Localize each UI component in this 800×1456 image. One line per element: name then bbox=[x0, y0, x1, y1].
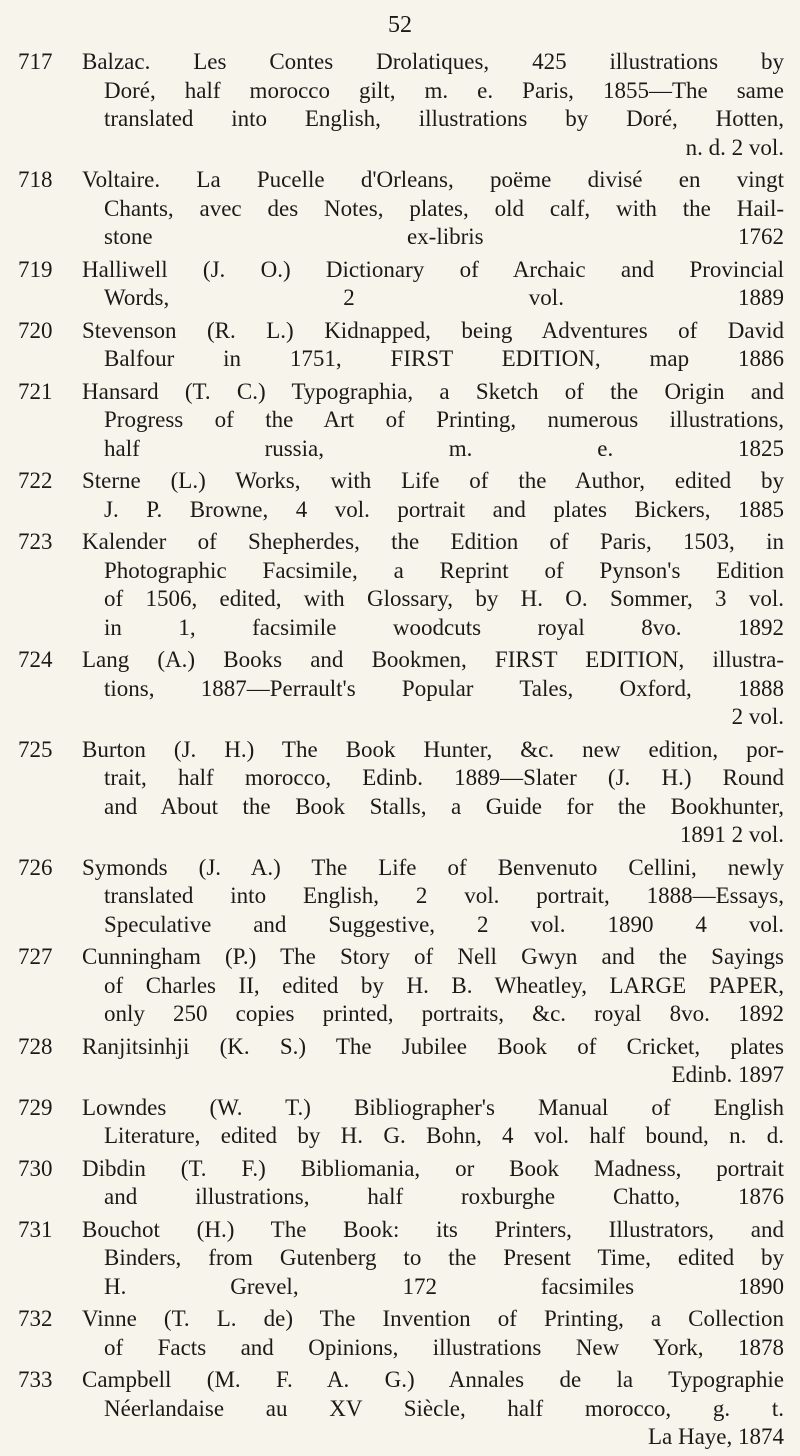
entry-line: in 1, facsimile woodcuts royal 8vo. 1892 bbox=[104, 614, 784, 640]
entry-description bbox=[82, 1366, 784, 1452]
entry-line: stone ex-libris 1762 bbox=[104, 224, 784, 249]
entry-line: Lang (A.) Books and Bookmen, FIRST EDITION, illustra- bbox=[82, 647, 784, 672]
entry-description bbox=[82, 854, 784, 940]
entry-line: Chants, avec des Notes, plates, old calf, with the Hail- bbox=[104, 195, 784, 221]
entry-line: only 250 copies printed, portraits, &c. royal 8vo. 1892 bbox=[104, 1001, 784, 1026]
lot-number: 721 bbox=[18, 378, 53, 404]
entry-line: of Charles II, edited by H. B. Wheatley, LARGE PAPER, bbox=[104, 972, 784, 998]
catalogue-entry bbox=[0, 1155, 800, 1212]
catalogue-entry bbox=[0, 1094, 800, 1151]
entry-description bbox=[82, 378, 784, 464]
entry-line: Doré, half morocco gilt, m. e. Paris, 1855—The same bbox=[104, 77, 784, 103]
entry-description bbox=[82, 646, 784, 732]
entry-line: Speculative and Suggestive, 2 vol. 1890 4 vol. bbox=[104, 911, 784, 937]
entry-description bbox=[82, 317, 784, 374]
lot-number: 717 bbox=[18, 49, 53, 74]
lot-number: 733 bbox=[18, 1367, 53, 1392]
entry-line: Lowndes (W. T.) Bibliographer's Manual of English bbox=[82, 1094, 784, 1120]
entry-line: Burton (J. H.) The Book Hunter, &c. new edition, por- bbox=[82, 736, 784, 762]
entry-line: Edinb. 1897 bbox=[671, 1062, 784, 1087]
entry-line: Photographic Facsimile, a Reprint of Pynson's Edition bbox=[104, 557, 784, 583]
lot-number: 729 bbox=[18, 1094, 53, 1120]
entry-description bbox=[82, 166, 784, 252]
lot-number: 731 bbox=[18, 1216, 53, 1242]
entry-description bbox=[82, 1216, 784, 1302]
entry-line: Voltaire. La Pucelle d'Orleans, poëme divisé en vingt bbox=[82, 167, 784, 192]
entry-list bbox=[0, 48, 800, 1456]
entry-line: Cunningham (P.) The Story of Nell Gwyn and the Sayings bbox=[82, 944, 784, 969]
entry-line: Balfour in 1751, FIRST EDITION, map 1886 bbox=[104, 346, 784, 371]
entry-line: La Haye, 1874 bbox=[647, 1424, 784, 1449]
lot-number: 725 bbox=[18, 736, 53, 762]
page-number: 52 bbox=[388, 12, 412, 38]
entry-line: Binders, from Gutenberg to the Present Time, edited by bbox=[104, 1245, 784, 1270]
catalogue-entry bbox=[0, 166, 800, 252]
entry-line: of Facts and Opinions, illustrations New York, 1878 bbox=[104, 1334, 784, 1360]
entry-line: Dibdin (T. F.) Bibliomania, or Book Madness, portrait bbox=[82, 1155, 784, 1181]
entry-line: and About the Book Stalls, a Guide for the Bookhunter, bbox=[104, 793, 784, 819]
catalogue-entry bbox=[0, 467, 800, 524]
lot-number: 727 bbox=[18, 944, 53, 969]
entry-line: and illustrations, half roxburghe Chatto, 1876 bbox=[104, 1184, 784, 1209]
entry-line: Ranjitsinhji (K. S.) The Jubilee Book of Cricket, plates bbox=[82, 1033, 784, 1059]
lot-number: 722 bbox=[18, 468, 53, 493]
entry-line: trait, half morocco, Edinb. 1889—Slater (J. H.) Round bbox=[104, 765, 784, 790]
entry-line: 1891 2 vol. bbox=[679, 822, 784, 847]
entry-line: H. Grevel, 172 facsimiles 1890 bbox=[104, 1273, 784, 1299]
entry-line: Symonds (J. A.) The Life of Benvenuto Cellini, newly bbox=[82, 854, 784, 880]
catalogue-entry bbox=[0, 943, 800, 1029]
entry-line: translated into English, illustrations by Doré, Hotten, bbox=[104, 106, 784, 131]
catalogue-entry bbox=[0, 1216, 800, 1302]
catalogue-entry bbox=[0, 646, 800, 732]
catalogue-entry bbox=[0, 378, 800, 464]
catalogue-entry bbox=[0, 1033, 800, 1090]
entry-description bbox=[82, 467, 784, 524]
catalogue-entry bbox=[0, 736, 800, 850]
entry-description bbox=[82, 1094, 784, 1151]
entry-line: Kalender of Shepherdes, the Edition of Paris, 1503, in bbox=[82, 529, 784, 554]
lot-number: 720 bbox=[18, 317, 53, 343]
entry-description bbox=[82, 736, 784, 850]
entry-line: Bouchot (H.) The Book: its Printers, Illustrators, and bbox=[82, 1216, 784, 1242]
lot-number: 724 bbox=[18, 647, 53, 672]
entry-line: 2 vol. bbox=[731, 704, 784, 729]
entry-description bbox=[82, 1305, 784, 1362]
entry-line: translated into English, 2 vol. portrait, 1888—Essays, bbox=[104, 883, 784, 908]
lot-number: 732 bbox=[18, 1306, 53, 1331]
entry-line: Hansard (T. C.) Typographia, a Sketch of the Origin and bbox=[82, 378, 784, 404]
catalogue-entry bbox=[0, 48, 800, 162]
entry-line: Néerlandaise au XV Siècle, half morocco, g. t. bbox=[104, 1395, 784, 1421]
entry-description bbox=[82, 48, 784, 162]
entry-line: of 1506, edited, with Glossary, by H. O. Sommer, 3 vol. bbox=[104, 586, 784, 611]
entry-description bbox=[82, 256, 784, 313]
entry-line: Vinne (T. L. de) The Invention of Printing, a Collection bbox=[82, 1306, 784, 1331]
entry-description bbox=[82, 1155, 784, 1212]
catalogue-entry bbox=[0, 854, 800, 940]
catalogue-entry bbox=[0, 256, 800, 313]
lot-number: 726 bbox=[18, 854, 53, 880]
catalogue-entry bbox=[0, 317, 800, 374]
entry-line: Words, 2 vol. 1889 bbox=[104, 285, 784, 310]
entry-description bbox=[82, 528, 784, 642]
entry-line: tions, 1887—Perrault's Popular Tales, Oxford, 1888 bbox=[104, 675, 784, 701]
entry-line: Halliwell (J. O.) Dictionary of Archaic and Provincial bbox=[82, 256, 784, 282]
catalogue-entry bbox=[0, 1366, 800, 1452]
entry-line: Balzac. Les Contes Drolatiques, 425 illustrations by bbox=[82, 49, 784, 74]
lot-number: 718 bbox=[18, 167, 53, 192]
entry-line: J. P. Browne, 4 vol. portrait and plates Bickers, 1885 bbox=[104, 496, 784, 522]
lot-number: 719 bbox=[18, 256, 53, 282]
entry-line: Campbell (M. F. A. G.) Annales de la Typographie bbox=[82, 1367, 784, 1392]
entry-line: half russia, m. e. 1825 bbox=[104, 435, 784, 461]
entry-line: Stevenson (R. L.) Kidnapped, being Adventures of David bbox=[82, 317, 784, 343]
entry-description bbox=[82, 1033, 784, 1090]
catalogue-entry bbox=[0, 528, 800, 642]
entry-line: Literature, edited by H. G. Bohn, 4 vol. half bound, n. d. bbox=[104, 1123, 784, 1148]
entry-line: n. d. 2 vol. bbox=[685, 134, 784, 160]
lot-number: 730 bbox=[18, 1155, 53, 1181]
catalogue-entry bbox=[0, 1305, 800, 1362]
lot-number: 728 bbox=[18, 1033, 53, 1059]
entry-line: Progress of the Art of Printing, numerous illustrations, bbox=[104, 407, 784, 432]
entry-line: Sterne (L.) Works, with Life of the Author, edited by bbox=[82, 468, 784, 493]
entry-description bbox=[82, 943, 784, 1029]
lot-number: 723 bbox=[18, 529, 53, 554]
